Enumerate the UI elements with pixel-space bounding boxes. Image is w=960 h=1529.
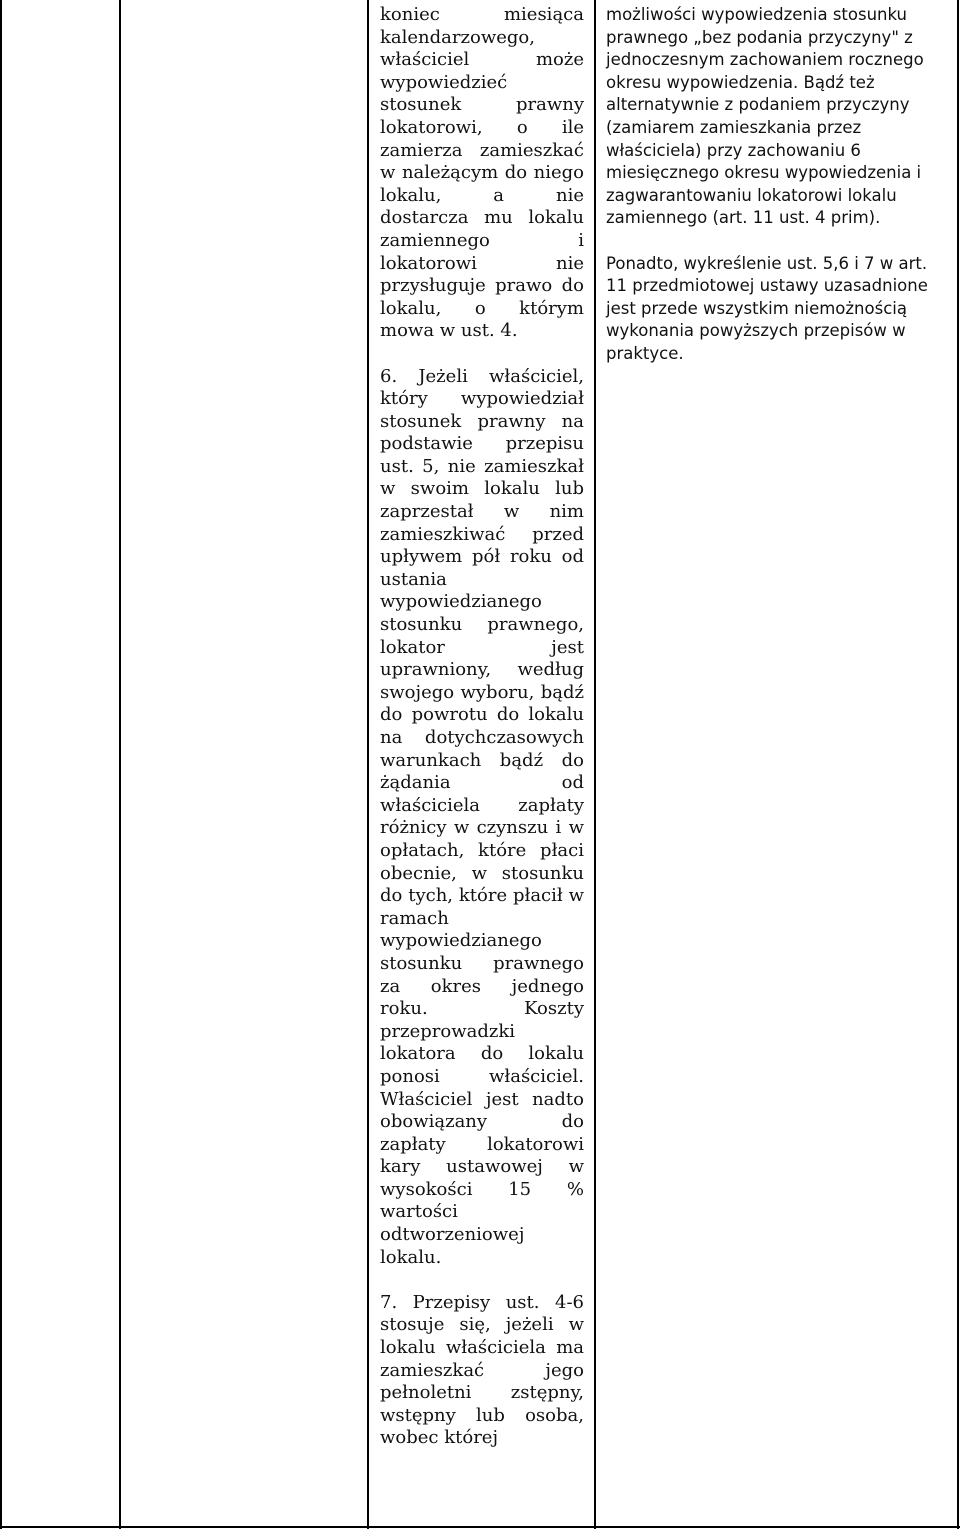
table-cell-column-1: [2, 0, 119, 1526]
column-divider-2: [367, 0, 369, 1529]
table-border-right: [957, 0, 959, 1529]
justification-paragraph: Ponadto, wykreślenie ust. 5,6 i 7 w art. 11 przedmiotowej ustawy uzasadnione jest przede wszystkim niemożnością wykonania powyższych przepisów w praktyce.: [606, 253, 928, 363]
legal-paragraph: 7. Przepisy ust. 4-6 stosuje się, jeżeli w lokalu właściciela ma zamieszkać jego pełnoletni zstępny, wstępny lub osoba, wobec której: [380, 1291, 584, 1449]
column-divider-1: [119, 0, 121, 1529]
table-border-bottom: [0, 1526, 960, 1528]
legal-paragraph: 6. Jeżeli właściciel, który wypowiedział stosunek prawny na podstawie przepisu ust. 5, nie zamieszkał w swoim lokalu lub zaprzestał w nim zamieszkiwać przed upływem pół roku od ustania wypowiedzianego stosunku prawnego, lokator jest uprawniony, według swojego wyboru, bądź do powrotu do lokalu na dotychczasowych warunkach bądź do żądania od właściciela zapłaty różnicy w czynszu i w opłatach, które płaci obecnie, w stosunku do tych, które płacił w ramach wypowiedzianego stosunku prawnego za okres jednego roku. Koszty przeprowadzki lokatora do lokalu ponosi właściciel. Właściciel jest nadto obowiązany do zapłaty lokatorowi kary ustawowej w wysokości 15 % wartości odtworzeniowej lokalu.: [380, 365, 584, 1268]
column-divider-3: [594, 0, 596, 1529]
justification-paragraph: możliwości wypowiedzenia stosunku prawnego „bez podania przyczyny" z jednoczesnym zachowaniem rocznego okresu wypowiedzenia. Bądź też alternatywnie z podaniem przyczyny (zamiarem zamieszkania przez właściciela) przy zachowaniu 6 miesięcznego okresu wypowiedzenia i zagwarantowaniu lokatorowi lokalu zamiennego (art. 11 ust. 4 prim).: [606, 5, 924, 228]
table-cell-justification: [606, 4, 952, 366]
legal-paragraph: koniec miesiąca kalendarzowego, właściciel może wypowiedzieć stosunek prawny lokatorowi, o ile zamierza zamieszkać w należącym do niego lokalu, a nie dostarcza mu lokalu zamiennego i lokatorowi nie przysługuje prawo do lokalu, o którym mowa w ust. 4.: [380, 4, 584, 342]
table-cell-legal-text: [380, 4, 584, 1450]
